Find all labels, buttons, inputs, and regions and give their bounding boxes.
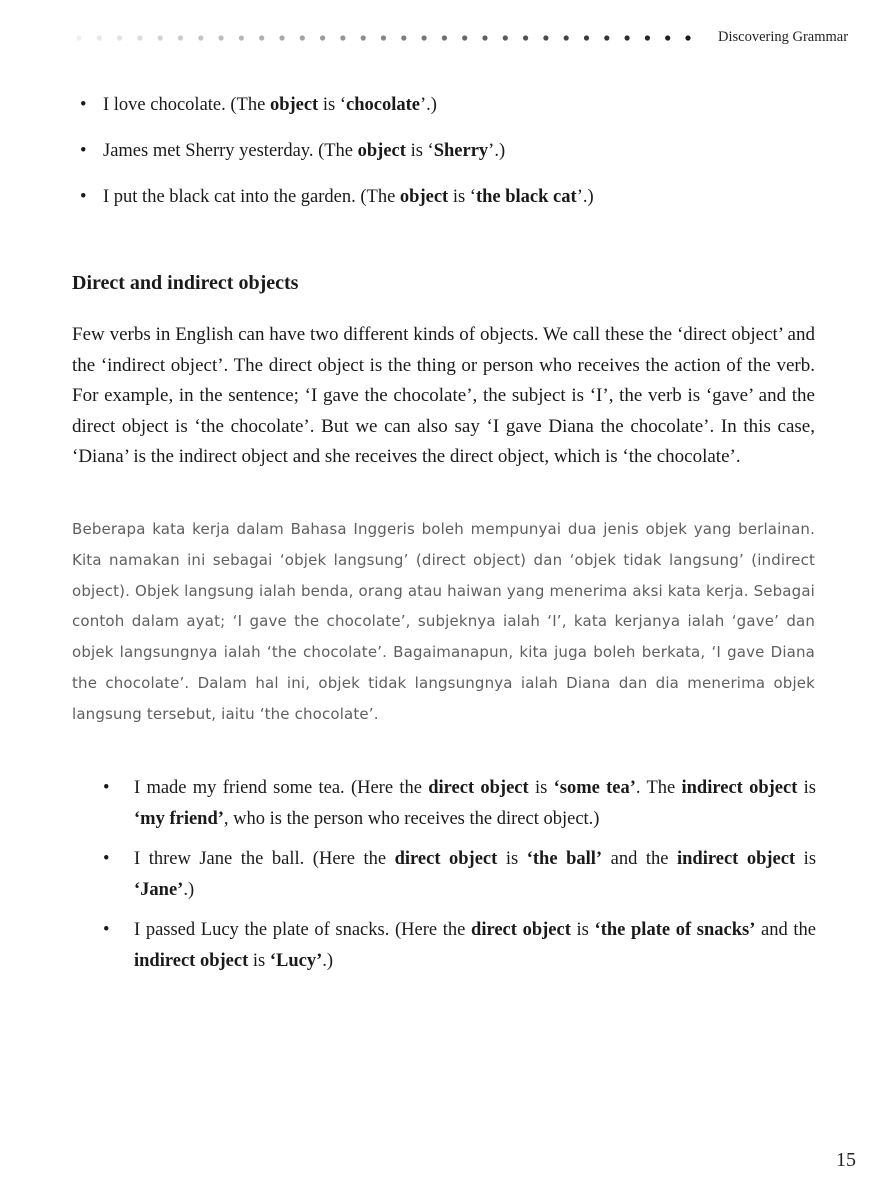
list-item: • I made my friend some tea. (Here the direct object is ‘some tea’. The indirect object is ‘my friend’, who is the person who receives the direct object.) [102,773,816,834]
header-dot [442,35,447,40]
list-item: • I passed Lucy the plate of snacks. (Here the direct object is ‘the plate of snacks’ and the indirect object is ‘Lucy’.) [102,915,816,976]
header-dot [645,35,650,40]
header-dot [239,35,244,40]
header-dot [76,35,81,40]
header-dot [564,35,569,40]
header-dot [482,35,487,40]
header-dot [604,35,609,40]
header-dot [178,35,183,40]
header-dot [320,35,325,40]
header-dot [137,35,142,40]
list-item: • I threw Jane the ball. (Here the direct object is ‘the ball’ and the indirect object is ‘Jane’.) [102,844,816,905]
paragraph-english: Few verbs in English can have two different kinds of objects. We call these the ‘direct object’ and the ‘indirect object’. The direct object is the thing or person who receives the action of the verb. For example, in the sentence; ‘I gave the chocolate’, the subject is ‘I’, the verb is ‘gave’ and the direct object is ‘the chocolate’. But we can also say ‘I gave Diana the chocolate’. In this case, ‘Diana’ is the indirect object and she receives the direct object, which is ‘the chocolate’. [72,324,815,468]
list-item: • James met Sherry yesterday. (The object is ‘Sherry’.) [78,138,818,164]
header-dot [198,35,203,40]
header-dot [503,35,508,40]
header-dot [462,35,467,40]
header-dot [219,35,224,40]
header-dot [97,35,102,40]
header-dot [584,35,589,40]
header-dot [117,35,122,40]
header-dot [381,35,386,40]
header-dot [543,35,548,40]
header-dot [523,35,528,40]
example-list-bottom [102,773,816,986]
example-list-top [78,92,818,230]
header-dots-decoration [74,33,696,43]
header-dot [300,35,305,40]
header-dot [361,35,366,40]
header-dot [685,35,690,40]
header-dot [422,35,427,40]
header-dot [158,35,163,40]
header-dot [259,35,264,40]
section-heading: Direct and indirect objects [72,272,299,294]
list-item: • I love chocolate. (The object is ‘chocolate’.) [78,92,818,118]
page-number: 15 [836,1149,856,1171]
paragraph-malay: Beberapa kata kerja dalam Bahasa Inggeris boleh mempunyai dua jenis objek yang berlainan. Kita namakan ini sebagai ‘objek langsung’ (direct object) dan ‘objek tidak langsung’ (indirect object). Objek langsung ialah benda, orang atau haiwan yang menerima aksi kata kerja. Sebagai contoh dalam ayat; ‘I gave the chocolate’, subjeknya ialah ‘I’, kata kerjanya ialah ‘gave’ dan objek langsungnya ialah ‘the chocolate’. Bagaimanapun, kita juga boleh berkata, ‘I gave Diana the chocolate’. Dalam hal ini, objek tidak langsungnya ialah Diana dan dia menerima objek langsung tersebut, iaitu ‘the chocolate’. [72,520,815,723]
header-dot [340,35,345,40]
header-dot [401,35,406,40]
header-dot [625,35,630,40]
header-dot [279,35,284,40]
running-header-title: Discovering Grammar [718,29,849,45]
header-dot [665,35,670,40]
list-item: • I put the black cat into the garden. (The object is ‘the black cat’.) [78,184,818,210]
